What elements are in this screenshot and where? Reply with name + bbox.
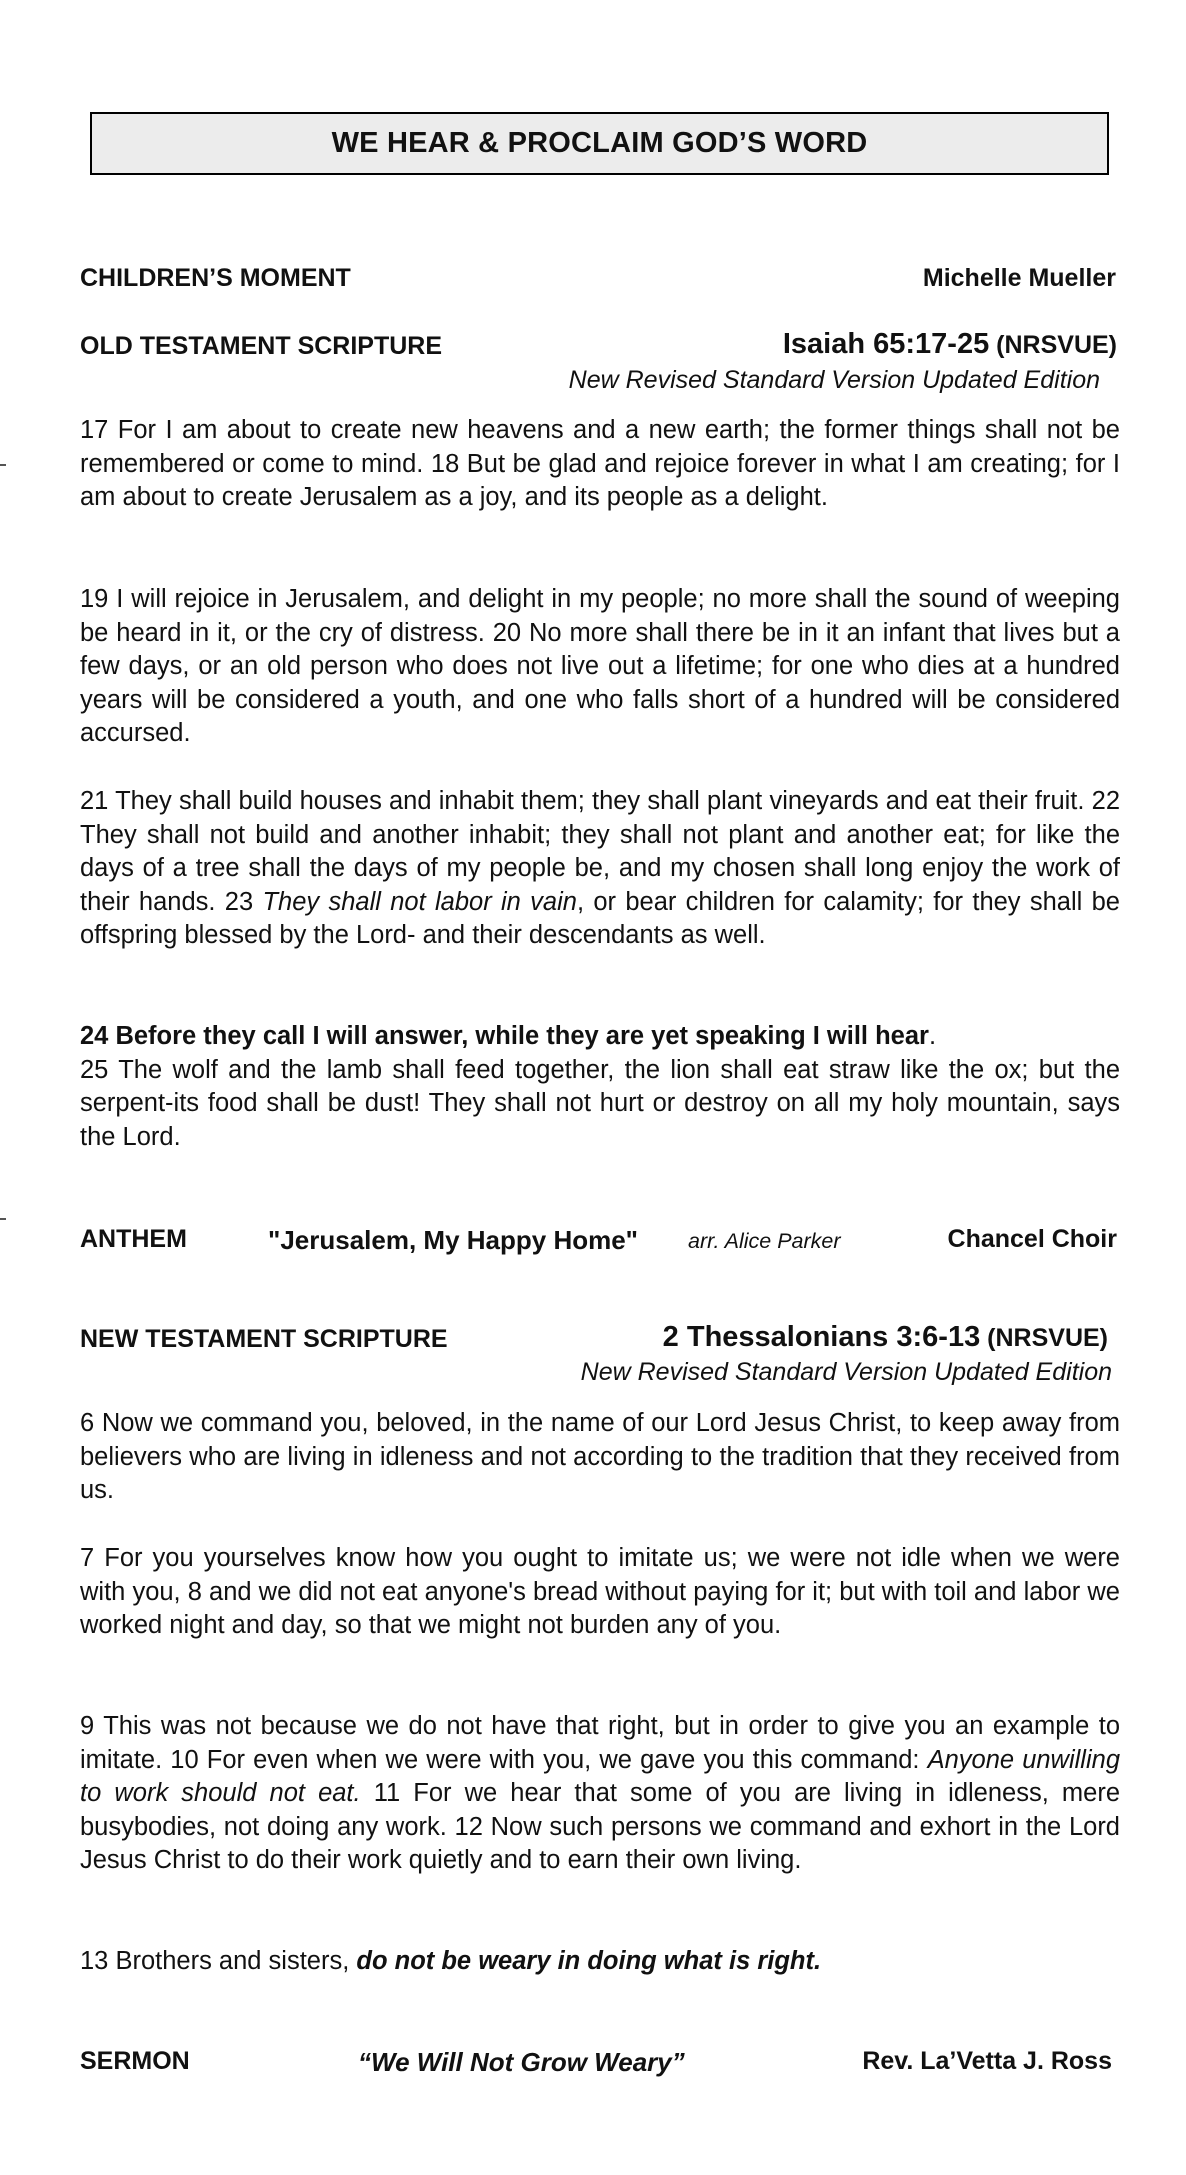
ot-paragraph-3	[80, 785, 1120, 953]
nt-paragraph-2: 7 For you yourselves know how you ought to imitate us; we were not idle when we were with you, 8 and we did not eat anyone's bread without paying for it; but with toil and labor we worked night and day, so that we might not burden any of you.	[80, 1544, 1120, 1639]
nt-paragraph-3	[80, 1710, 1120, 1878]
nt-p4-text: 13 Brothers and sisters,	[80, 1947, 357, 1975]
childrens-moment-leader: Michelle Mueller	[922, 264, 1116, 292]
nt-paragraph-4	[80, 1945, 1120, 1979]
margin-tick	[0, 464, 6, 466]
new-testament-label: NEW TESTAMENT SCRIPTURE	[80, 1325, 448, 1353]
old-testament-reference	[783, 328, 1117, 361]
nt-p3-text-end: 11 For we hear that some of you are living in idleness, mere busybodies, not doing any work. 12 Now such persons we command and exhort in the Lord Jesus Christ to do their work quietly and to earn their own living.	[80, 1779, 1120, 1874]
old-testament-version-abbr: (NRSVUE)	[996, 331, 1117, 359]
nt-paragraph-1: 6 Now we command you, beloved, in the name of our Lord Jesus Christ, to keep away from believers who are living in idleness and not according to the tradition that they received from us.	[80, 1409, 1120, 1504]
nt-p3-text: 9 This was not because we do not have that right, but in order to give you an example to imitate. 10 For even when we were with you, we gave you this command:	[80, 1712, 1120, 1774]
sermon-preacher: Rev. La’Vetta J. Ross	[862, 2047, 1112, 2075]
new-testament-citation: 2 Thessalonians 3:6-13	[662, 1321, 981, 1353]
ot-p3-text-end: , or bear children for calamity; for they shall be offspring blessed by the Lord- and their descendants as well.	[80, 887, 1120, 949]
old-testament-label: OLD TESTAMENT SCRIPTURE	[80, 332, 443, 360]
new-testament-version-abbr: (NRSVUE)	[987, 1324, 1108, 1352]
new-testament-reference	[663, 1321, 1108, 1354]
sermon-title: “We Will Not Grow Weary”	[358, 2047, 685, 2077]
sermon-label: SERMON	[80, 2047, 190, 2075]
ot-p4-period: .	[928, 1022, 937, 1050]
new-testament-version: New Revised Standard Version Updated Edition	[580, 1358, 1112, 1386]
anthem-arranger: arr. Alice Parker	[688, 1229, 841, 1253]
anthem-label: ANTHEM	[80, 1225, 187, 1253]
old-testament-citation: Isaiah 65:17-25	[782, 328, 990, 360]
ot-p4-text: 25 The wolf and the lamb shall feed together, the lion shall eat straw like the ox; but the serpent-its food shall be dust! They shall not hurt or destroy on all my holy mountain, says the Lord.	[80, 1055, 1120, 1151]
ot-p3-text: 21 They shall build houses and inhabit them; they shall plant vineyards and eat their fruit. 22 They shall not build and another inhabit; they shall not plant and another eat; for like the days of a tree shall the days of my people be, and my chosen shall long enjoy the work of their hands. 23	[80, 787, 1120, 916]
ot-p4-bold: 24 Before they call I will answer, while they are yet speaking I will hear	[80, 1022, 929, 1050]
anthem-performer: Chancel Choir	[947, 1225, 1117, 1253]
childrens-moment-label: CHILDREN’S MOMENT	[80, 264, 351, 292]
nt-p4-bold-italic: do not be weary in doing what is right.	[356, 1947, 822, 1975]
margin-tick	[0, 1218, 6, 1220]
nt-p3-italic: Anyone unwilling to work should not eat.	[80, 1745, 1120, 1807]
ot-paragraph-1: 17 For I am about to create new heavens and a new earth; the former things shall not be remembered or come to mind. 18 But be glad and rejoice forever in what I am creating; for I am about to create Jerusalem as a joy, and its people as a delight.	[80, 416, 1120, 511]
ot-paragraph-2: 19 I will rejoice in Jerusalem, and delight in my people; no more shall the sound of weeping be heard in it, or the cry of distress. 20 No more shall there be in it an infant that lives but a few days, or an old person who does not live out a lifetime; for one who dies at a hundred years will be considered a youth, and one who falls short of a hundred will be considered accursed.	[80, 585, 1120, 747]
old-testament-version: New Revised Standard Version Updated Edition	[568, 366, 1100, 394]
section-heading: WE HEAR & PROCLAIM GOD’S WORD	[90, 112, 1109, 175]
anthem-title: "Jerusalem, My Happy Home"	[268, 1225, 639, 1255]
ot-paragraph-4	[80, 1020, 1120, 1154]
ot-p3-italic: They shall not labor in vain	[262, 887, 577, 916]
